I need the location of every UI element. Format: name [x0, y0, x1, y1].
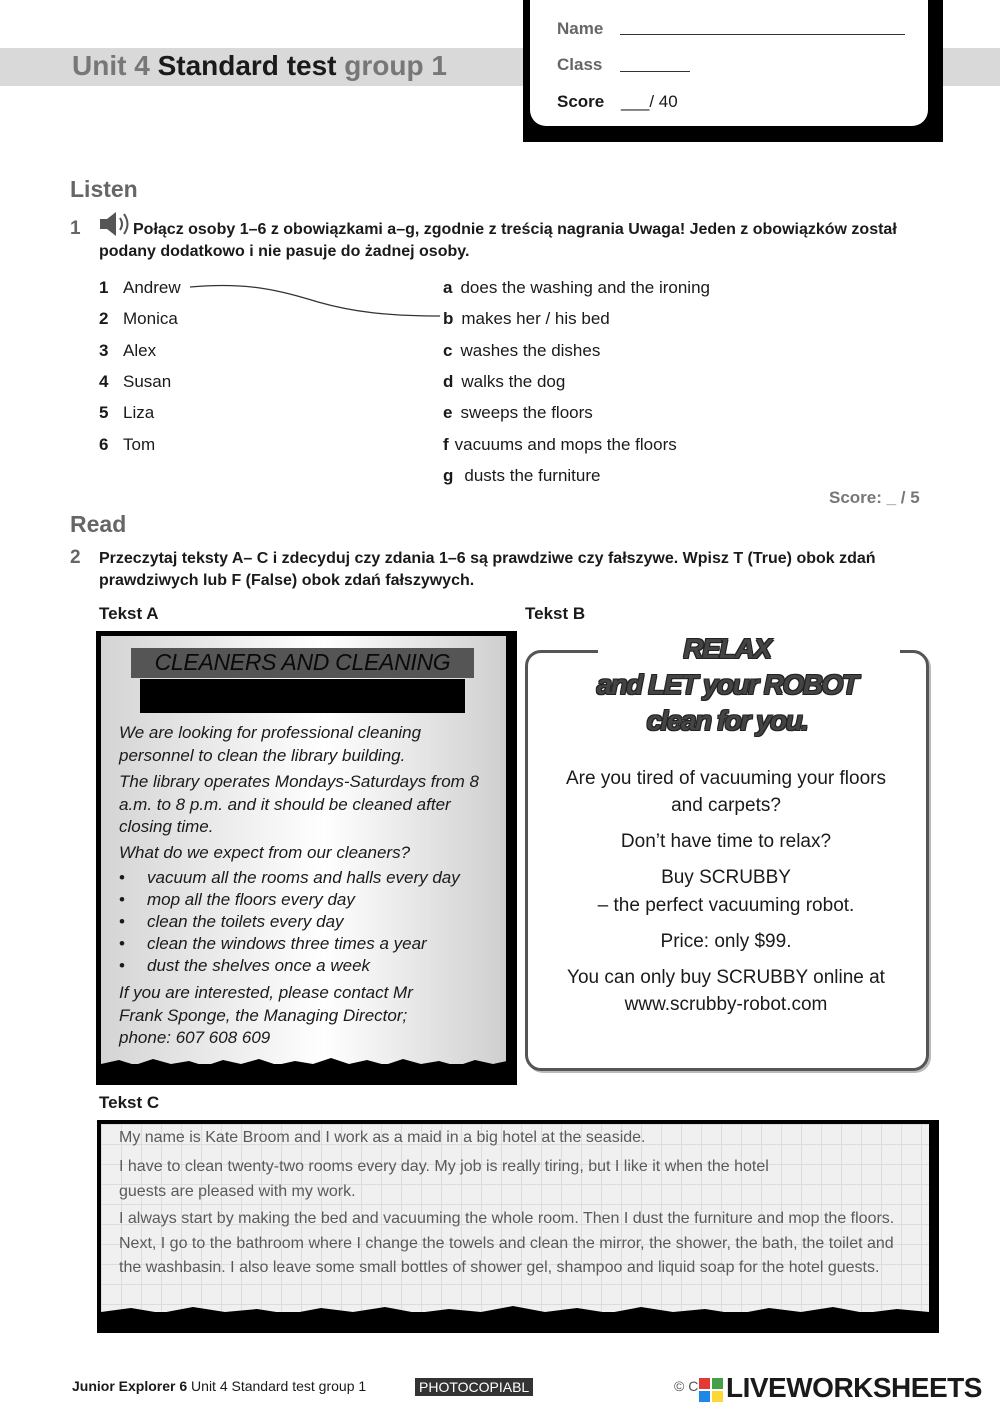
- class-field[interactable]: [620, 71, 690, 72]
- copyright-text: © C: [674, 1378, 699, 1394]
- chore-f: f vacuums and mops the floors: [443, 435, 677, 454]
- exercise-1-instruction: Połącz osoby 1–6 z obowiązkami a–g, zgodnie z treścią nagrania Uwaga! Jeden z obowiązków został podany dodatkowo i nie pasuje do żadnej osoby.: [99, 221, 897, 260]
- tekst-b-line-4: – the perfect vacuuming robot.: [597, 895, 855, 916]
- tekst-a-bullet-4: • clean the windows three times a year: [119, 934, 427, 953]
- chore-c: c washes the dishes: [443, 341, 601, 360]
- tekst-c-paragraph-3: I always start by making the bed and vacuuming the whole room. Then I dust the furniture and mop the floors. Next, I go to the bathroom where I change the towels and clean the mirror, the shower, the bath, the toilet and the washbasin. I also leave some small bottles of shower gel, shampoo and liquid soap for the hotel guests.: [119, 1210, 895, 1276]
- read-heading: Read: [70, 511, 127, 537]
- person-5: 5 Liza: [99, 403, 155, 422]
- tekst-b-line-5: Price: only $99.: [660, 931, 792, 952]
- tekst-b-headline-2: and LET your ROBOT: [596, 669, 858, 700]
- person-3: 3 Alex: [99, 341, 157, 360]
- name-label: Name: [557, 19, 604, 38]
- tekst-a-torn-edge: [101, 1055, 507, 1069]
- photocopiable-badge: PHOTOCOPIABL: [415, 1378, 533, 1396]
- liveworksheets-logo-icon: [699, 1378, 723, 1402]
- page-title: Unit 4 Standard test group 1: [72, 50, 447, 81]
- liveworksheets-logo[interactable]: LIVEWORKSHEETS: [726, 1372, 982, 1403]
- tekst-c-paragraph-1: My name is Kate Broom and I work as a maid in a big hotel at the seaside.: [119, 1129, 646, 1146]
- tekst-b-line-1: Are you tired of vacuuming your floors and carpets?: [566, 768, 886, 816]
- person-1: 1 Andrew: [99, 278, 181, 297]
- tekst-b-line-6: You can only buy SCRUBBY online at www.scrubby-robot.com: [567, 967, 885, 1015]
- exercise-1-number: 1: [70, 218, 81, 239]
- tekst-b-label: Tekst B: [525, 604, 586, 623]
- tekst-a-bullet-5: • dust the shelves once a week: [119, 956, 371, 975]
- person-6: 6 Tom: [99, 435, 156, 454]
- tekst-c-paragraph-2: I have to clean twenty-two rooms every day. My job is really tiring, but I like it when the hotel guests are pleased with my work.: [119, 1158, 769, 1200]
- tekst-a-paragraph-1: We are looking for professional cleaning personnel to clean the library building.: [119, 723, 422, 765]
- tekst-a-bullet-3: • clean the toilets every day: [119, 912, 344, 931]
- score-total: ___/ 40: [621, 92, 678, 111]
- exercise-1-score: Score: _ / 5: [829, 488, 920, 507]
- tekst-b-line-2: Don’t have time to relax?: [620, 831, 832, 852]
- class-label: Class: [557, 55, 603, 74]
- name-field[interactable]: [620, 34, 905, 35]
- tekst-a-title: CLEANERS AND CLEANING: [154, 649, 451, 675]
- tekst-a-redacted-bar: [140, 679, 465, 713]
- score-label: Score: [557, 92, 605, 111]
- chore-d: d walks the dog: [443, 372, 566, 391]
- footer-credit: Junior Explorer 6 Unit 4 Standard test group 1: [72, 1378, 367, 1394]
- tekst-c-torn-edge: [101, 1302, 929, 1318]
- chore-g: g dusts the furniture: [443, 466, 601, 485]
- example-match-line: [188, 280, 444, 322]
- person-2: 2 Monica: [99, 309, 178, 328]
- tekst-a-bullet-1: • vacuum all the rooms and halls every day: [119, 868, 460, 887]
- chore-e: e sweeps the floors: [443, 403, 593, 422]
- tekst-a-paragraph-4: If you are interested, please contact Mr Frank Sponge, the Managing Director; phone: 607 608 609: [119, 983, 413, 1047]
- listen-heading: Listen: [70, 176, 138, 202]
- chore-a: a does the washing and the ironing: [443, 278, 710, 297]
- exercise-2-number: 2: [70, 547, 81, 568]
- tekst-b-headline-1: RELAX: [683, 633, 771, 664]
- tekst-a-paragraph-3: What do we expect from our cleaners?: [119, 843, 411, 862]
- tekst-b-headline-3: clean for you.: [646, 705, 808, 736]
- tekst-a-bullet-2: • mop all the floors every day: [119, 890, 355, 909]
- chore-b: b makes her / his bed: [443, 309, 610, 328]
- tekst-c-label: Tekst C: [99, 1093, 160, 1112]
- person-4: 4 Susan: [99, 372, 172, 391]
- tekst-a-label: Tekst A: [99, 604, 159, 623]
- exercise-2-instruction: Przeczytaj teksty A– C i zdecyduj czy zdania 1–6 są prawdziwe czy fałszywe. Wpisz T (True) obok zdań prawdziwych lub F (False) obok zdań fałszywych.: [99, 550, 876, 589]
- tekst-b-line-3: Buy SCRUBBY: [661, 867, 791, 888]
- tekst-a-paragraph-2: The library operates Mondays-Saturdays from 8 a.m. to 8 p.m. and it should be cleaned after closing time.: [119, 772, 479, 836]
